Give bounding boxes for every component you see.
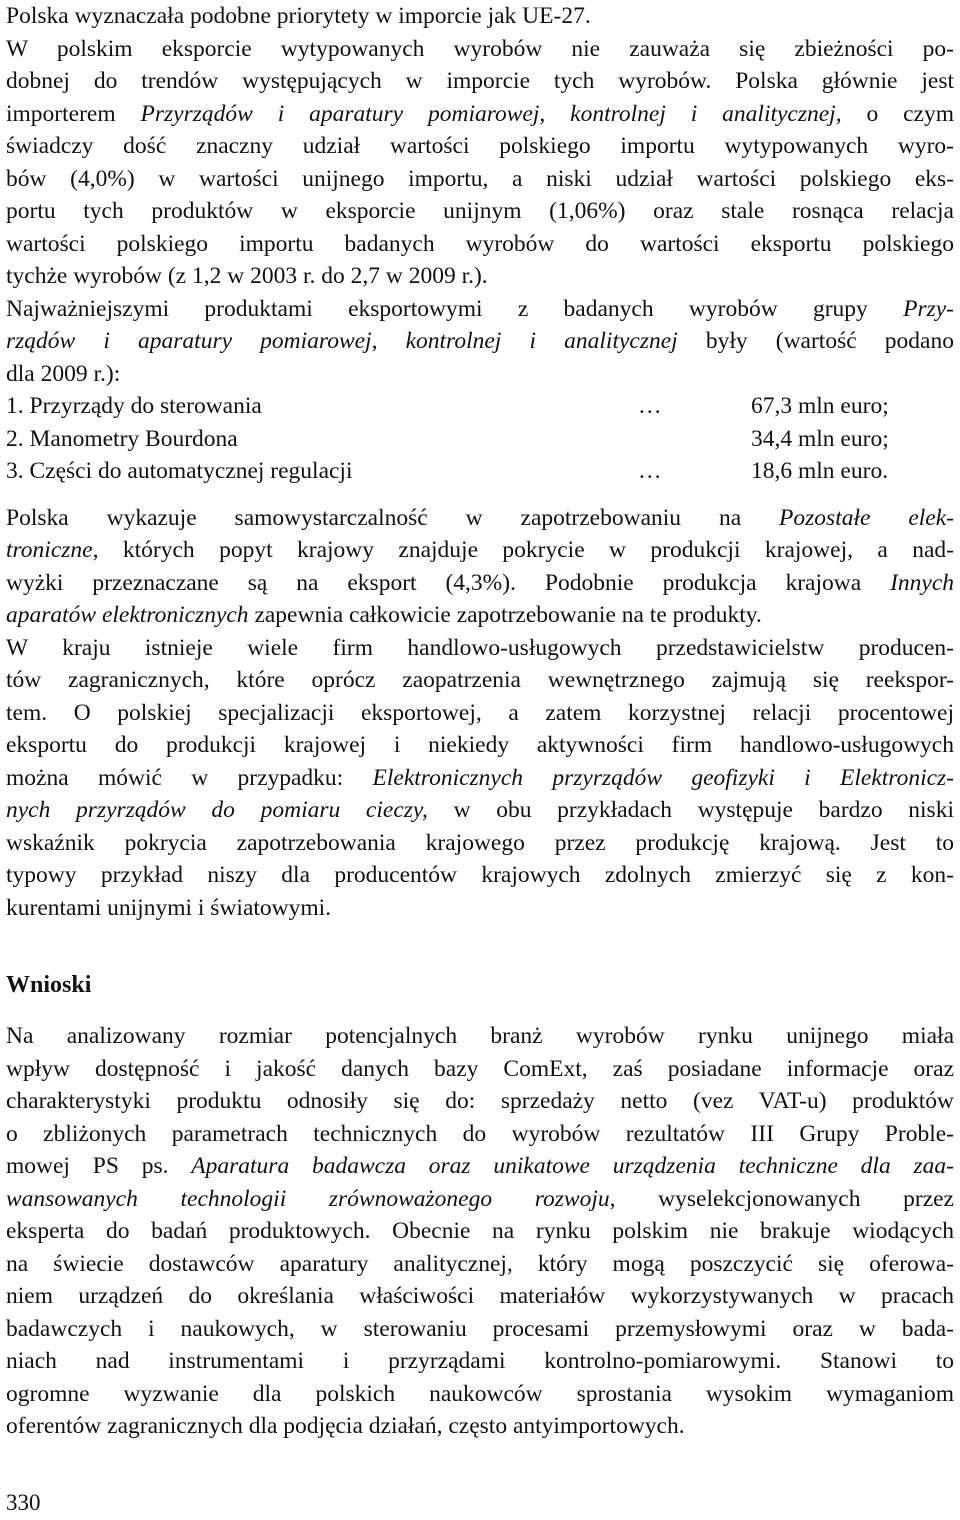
text-line: oferentów zagranicznych dla podjęcia działań, często antyimportowych. xyxy=(6,1413,685,1439)
text-line: Najważniejszymi produktami eksportowymi z badanych wyrobów grupy Przy- xyxy=(6,295,954,322)
list-item-leader: … xyxy=(638,458,662,484)
text-line: wartości polskiego importu badanych wyrobów do wartości eksportu polskiego xyxy=(6,230,954,257)
text-line: tem. O polskiej specjalizacji eksportowej, a zatem korzystnej relacji procentowej xyxy=(6,699,954,726)
text-line: Na analizowany rozmiar potencjalnych branż wyrobów rynku unijnego miała xyxy=(6,1023,954,1049)
text-line: rządów i aparatury pomiarowej, kontrolnej i analitycznej były (wartość podano xyxy=(6,328,954,354)
text-line: niach nad instrumentami i przyrządami kontrolno-pomiarowymi. Stanowi to xyxy=(6,1348,954,1374)
text-line: świadczy dość znaczny udział wartości polskiego importu wytypowanych wyro- xyxy=(6,133,954,159)
text-line: portu tych produktów w eksporcie unijnym (1,06%) oraz stale rosnąca relacja xyxy=(6,198,954,224)
text-line: wskaźnik pokrycia zapotrzebowania krajowego przez produkcję krajową. Jest to xyxy=(6,829,954,856)
paragraph-reexport xyxy=(6,632,954,925)
italic-term: Innych xyxy=(890,569,954,596)
text-line: kurentami unijnymi i światowymi. xyxy=(6,894,332,921)
text-line: eksportu do produkcji krajowej i niekiedy aktywności firm handlowo-usługowych xyxy=(6,732,954,758)
italic-term: rządów i aparatury pomiarowej, kontrolnej i analitycznej xyxy=(6,328,678,354)
text-line: wansowanych technologii zrównoważonego rozwoju, wyselekcjonowanych przez xyxy=(6,1185,954,1212)
italic-term: Elektronicznych przyrządów geofizyki i Elektronicz- xyxy=(372,764,954,791)
text-line: bów (4,0%) w wartości unijnego importu, a niski udział wartości polskiego eks- xyxy=(6,165,954,192)
text-line: eksperta do badań produktowych. Obecnie na rynku polskim nie brakuje wiodących xyxy=(6,1218,954,1244)
paragraph-priorities xyxy=(6,0,954,33)
text-line: o zbliżonych parametrach technicznych do wyrobów rezultatów III Grupy Proble- xyxy=(6,1120,954,1147)
italic-term: Pozostałe elek- xyxy=(779,504,954,531)
text-line: można mówić w przypadku: Elektronicznych przyrządów geofizyki i Elektronicz- xyxy=(6,764,954,791)
italic-term: nych przyrządów do pomiaru cieczy, xyxy=(6,797,428,823)
paragraph-conclusions xyxy=(6,1020,954,1443)
text-line: na świecie dostawców aparatury analitycznej, który mogą poszczycić się oferowa- xyxy=(6,1250,954,1277)
text-line: dla 2009 r.): xyxy=(6,360,121,387)
text-line: badawczych i naukowych, w sterowaniu procesami przemysłowymi oraz w bada- xyxy=(6,1315,954,1342)
list-item-name: 2. Manometry Bourdona xyxy=(6,425,238,452)
italic-term: wansowanych technologii zrównoważonego rozwoju xyxy=(6,1185,610,1212)
text-line: tychże wyrobów (z 1,2 w 2003 r. do 2,7 w 2009 r.). xyxy=(6,263,488,289)
list-item xyxy=(6,455,954,488)
list-item-amount: 34,4 mln euro; xyxy=(751,425,889,452)
text-line: Polska wyznaczała podobne priorytety w imporcie jak UE-27. xyxy=(6,3,591,29)
section-heading: Wnioski xyxy=(6,972,92,998)
text-line: importerem Przyrządów i aparatury pomiarowej, kontrolnej i analitycznej, o czym xyxy=(6,100,954,127)
text-line: wpływ dostępność i jakość danych bazy ComExt, zaś posiadane informacje oraz xyxy=(6,1055,954,1082)
text-line: typowy przykład niszy dla producentów krajowych zdolnych zmierzyć się z kon- xyxy=(6,862,954,888)
list-item xyxy=(6,390,954,423)
list-item-leader: … xyxy=(638,393,662,419)
text-line: W polskim eksporcie wytypowanych wyrobów nie zauważa się zbieżności po- xyxy=(6,35,954,62)
list-item-name: 1. Przyrządy do sterowania xyxy=(6,393,262,419)
spacer xyxy=(6,488,954,502)
page-number: 330 xyxy=(6,1490,41,1515)
text-line: wyżki przeznaczane są na eksport (4,3%). Podobnie produkcja krajowa Innych xyxy=(6,569,954,596)
list-item xyxy=(6,423,954,456)
list-item-amount: 67,3 mln euro; xyxy=(751,393,889,419)
text-line: ogromne wyzwanie dla polskich naukowców sprostania wysokim wymaganiom xyxy=(6,1380,954,1407)
spacer xyxy=(6,924,954,968)
document-page xyxy=(6,0,954,1443)
text-line: niem urządzeń do określania właściwości materiałów wykorzystywanych w pracach xyxy=(6,1283,954,1309)
paragraph-export-analysis xyxy=(6,33,954,293)
list-item-name: 3. Części do automatycznej regulacji xyxy=(6,458,353,484)
text-line: dobnej do trendów występujących w imporcie tych wyrobów. Polska głównie jest xyxy=(6,68,954,94)
list-item-amount: 18,6 mln euro. xyxy=(751,458,889,484)
italic-term: Przy- xyxy=(903,295,954,322)
italic-term: Przyrządów i aparatury pomiarowej, kontrolnej i analitycznej, xyxy=(140,100,842,127)
paragraph-self-sufficiency xyxy=(6,502,954,632)
text-line: tów zagranicznych, które oprócz zaopatrzenia wewnętrznego zajmują się reekspor- xyxy=(6,667,954,693)
text-line: charakterystyki produktu odnosiły się do: sprzedaży netto (vez VAT-u) produktów xyxy=(6,1088,954,1114)
spacer xyxy=(6,1002,954,1020)
text-line: troniczne, których popyt krajowy znajduje pokrycie w produkcji krajowej, a nad- xyxy=(6,537,954,563)
italic-term: troniczne, xyxy=(6,537,99,563)
italic-term: aparatów elektronicznych xyxy=(6,602,249,628)
paragraph-key-exports xyxy=(6,293,954,391)
text-line: nych przyrządów do pomiaru cieczy, w obu przykładach występuje bardzo niski xyxy=(6,797,954,823)
text-line: aparatów elektronicznych zapewnia całkowicie zapotrzebowanie na te produkty. xyxy=(6,602,762,628)
text-line: Polska wykazuje samowystarczalność w zapotrzebowaniu na Pozostałe elek- xyxy=(6,504,954,531)
text-line: W kraju istnieje wiele firm handlowo-usługowych przedstawicielstw producen- xyxy=(6,634,954,661)
italic-term: Aparatura badawcza oraz unikatowe urządzenia techniczne dla zaa- xyxy=(191,1153,954,1179)
export-list xyxy=(6,390,954,488)
text-line: mowej PS ps. Aparatura badawcza oraz unikatowe urządzenia techniczne dla zaa- xyxy=(6,1153,954,1179)
